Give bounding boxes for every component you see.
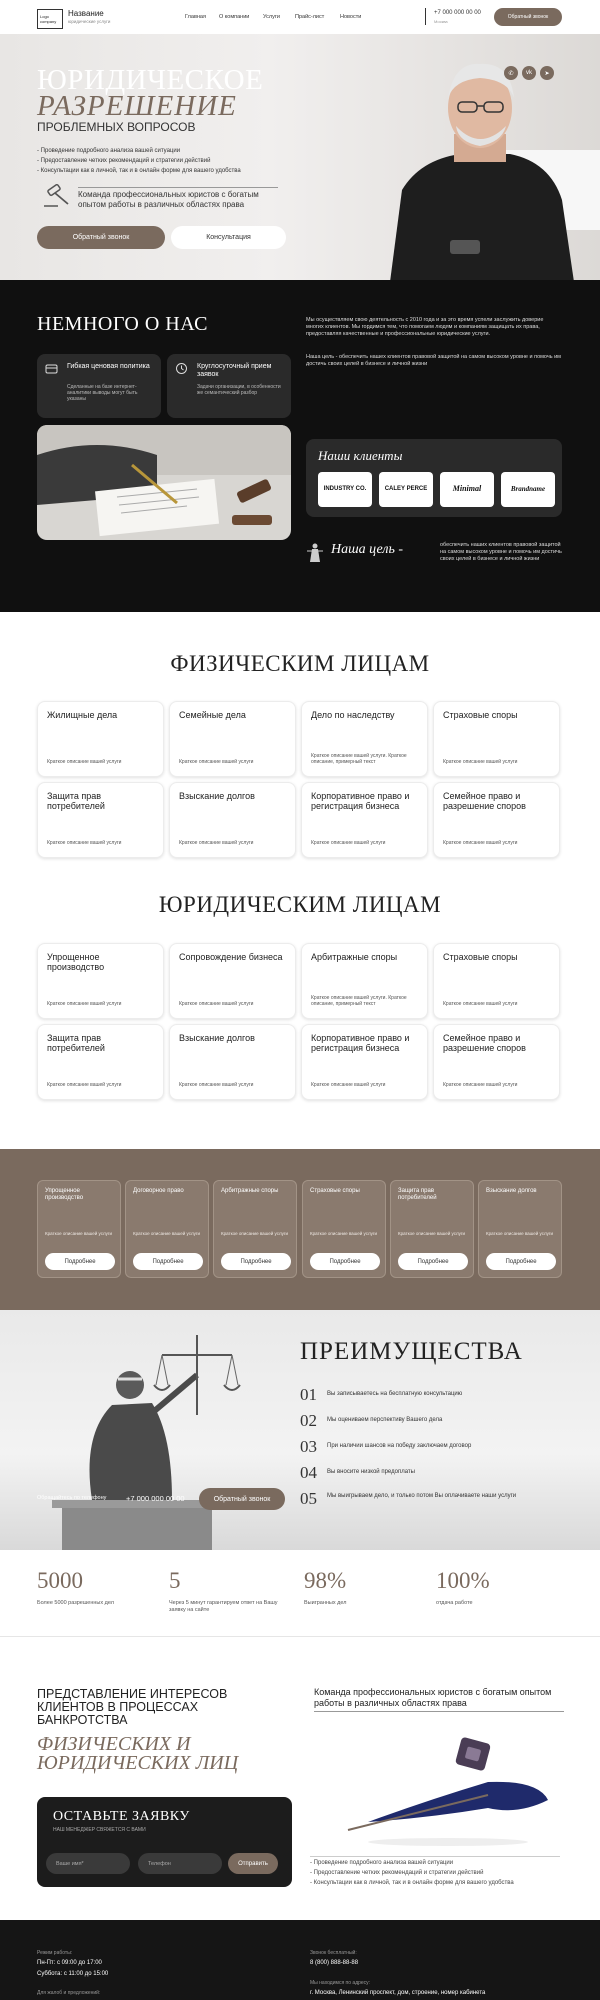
service-card[interactable] (433, 1024, 560, 1100)
service-card[interactable] (37, 943, 164, 1019)
header-phone[interactable]: +7 000 000 00 00 (434, 10, 481, 16)
stat-number: 5 (169, 1568, 181, 1593)
service-description: Краткое описание вашей услуги (311, 1082, 386, 1088)
address-label: Мы находимся по адресу: (310, 1980, 371, 1986)
advantage-number: 05 (300, 1489, 317, 1508)
header-phone-sub: Москва (434, 19, 448, 24)
service-tile (390, 1180, 474, 1278)
service-name: Упрощенное производство (47, 952, 105, 972)
service-description: Краткое описание вашей услуги (179, 1082, 254, 1088)
nav-home[interactable]: Главная (185, 14, 206, 20)
service-card[interactable] (37, 701, 164, 777)
lawyer-portrait-image (350, 50, 600, 280)
service-name: Корпоративное право и регистрация бизнеса (311, 1033, 410, 1053)
stat-text: Через 5 минут гарантируем ответ на Вашу заявку на сайте (169, 1600, 278, 1613)
more-button[interactable]: Подробнее (398, 1253, 468, 1270)
service-card[interactable] (169, 701, 296, 777)
feature-title: Круглосуточный прием заявок (197, 363, 272, 378)
service-description: Краткое описание вашей услуги (179, 840, 254, 846)
hours-weekdays: Пн-Пт: с 09:00 до 17:00 (37, 1960, 102, 1966)
request-title: ОСТАВЬТЕ ЗАЯВКУ (53, 1809, 190, 1824)
service-card[interactable] (433, 782, 560, 858)
service-card[interactable] (433, 943, 560, 1019)
service-card[interactable] (37, 1024, 164, 1100)
service-card[interactable] (169, 943, 296, 1019)
divider (425, 8, 426, 25)
telegram-icon[interactable]: ➤ (540, 66, 554, 80)
service-tile-description: Краткое описание вашей услуги (486, 1231, 554, 1236)
bankruptcy-bullet: - Консультации как в личной, так и в онлайн форме для вашего удобства (310, 1880, 514, 1886)
site-footer (0, 1920, 600, 2000)
clients-panel (306, 439, 562, 517)
divider (310, 1856, 560, 1857)
service-card[interactable] (169, 1024, 296, 1100)
client-logo[interactable]: Minimal (440, 472, 494, 507)
nav-news[interactable]: Новости (340, 14, 362, 20)
service-name: Семейное право и разрешение споров (443, 791, 526, 811)
divider (314, 1711, 564, 1712)
hero-bullet: - Консультации как в личной, так и в онлайн форме для вашего удобства (37, 168, 241, 174)
hero-title-line1: ЮРИДИЧЕСКОЕ (37, 64, 264, 96)
bankruptcy-subtitle: ФИЗИЧЕСКИХ И ЮРИДИЧЕСКИХ ЛИЦ (37, 1733, 239, 1774)
feature-title: Гибкая ценовая политика (67, 363, 150, 370)
service-tile (213, 1180, 297, 1278)
service-tile-name: Арбитражные споры (221, 1188, 279, 1194)
nav-services[interactable]: Услуги (263, 14, 280, 20)
advantage-number: 02 (300, 1411, 317, 1430)
service-name: Страховые споры (443, 710, 518, 720)
hero-consult-button[interactable]: Консультация (171, 226, 286, 249)
about-paragraph: Мы осуществляем свою деятельность с 2010 года и за это время успели заслужить доверие многих клиентов. Мы гордимся тем, что помогаем людям и компаниям защищать их права, предоставляя качественные и профессиональные юридические услуги. (306, 317, 544, 337)
hero-title-line2: РАЗРЕШЕНИЕ (37, 90, 237, 122)
more-button[interactable]: Подробнее (221, 1253, 291, 1270)
advantage-text: Вы вносите низкой предоплаты (327, 1469, 415, 1475)
more-button[interactable]: Подробнее (486, 1253, 556, 1270)
hero-description: Команда профессиональных юристов с богатым опытом работы в различных областях права (78, 190, 259, 209)
advantage-text: При наличии шансов на победу заключаем договор (327, 1443, 472, 1449)
brand-name: Название (68, 9, 104, 18)
send-button[interactable]: Отправить (228, 1853, 278, 1874)
service-card[interactable] (301, 782, 428, 858)
service-name: Защита прав потребителей (47, 1033, 105, 1053)
advantage-number: 04 (300, 1463, 317, 1482)
feature-card (37, 354, 161, 418)
service-tile (125, 1180, 209, 1278)
stat-text: отдача работе (436, 1600, 473, 1606)
advantage-number: 01 (300, 1385, 317, 1404)
site-header (0, 0, 600, 34)
address: г. Москва, Ленинский проспект, дом, строение, номер кабинета (310, 1990, 486, 1996)
services-brown-section (0, 1149, 600, 1310)
offers-label: Для жалоб и предложений: (37, 1990, 101, 1996)
service-tile (302, 1180, 386, 1278)
service-card[interactable] (433, 701, 560, 777)
hero-callback-button[interactable]: Обратный звонок (37, 226, 165, 249)
service-card[interactable] (301, 943, 428, 1019)
service-tile-name: Страховые споры (310, 1188, 360, 1194)
service-tile-name: Упрощенное производство (45, 1188, 84, 1201)
stat-text: Более 5000 разрешенных дел (37, 1600, 114, 1606)
hero-bullet: - Предоставление четких рекомендаций и стратегии действий (37, 158, 211, 164)
individuals-title: ФИЗИЧЕСКИМ ЛИЦАМ (170, 651, 430, 676)
bankruptcy-title: ПРЕДСТАВЛЕНИЕ ИНТЕРЕСОВ КЛИЕНТОВ В ПРОЦЕССАХ БАНКРОТСТВА (37, 1687, 228, 1727)
service-tile-name: Взыскание долгов (486, 1188, 537, 1194)
service-description: Краткое описание вашей услуги. Краткое описание, примерный текст (311, 995, 407, 1007)
bankruptcy-bullet: - Предоставление четких рекомендаций и стратегии действий (310, 1870, 484, 1876)
feature-card (167, 354, 291, 418)
service-description: Краткое описание вашей услуги (443, 759, 518, 765)
service-description: Краткое описание вашей услуги (179, 759, 254, 765)
service-description: Краткое описание вашей услуги (443, 840, 518, 846)
request-subtitle: НАШ МЕНЕДЖЕР СВЯЖЕТСЯ С ВАМИ (53, 1827, 146, 1833)
call-label: Обращайтесь по телефону (37, 1495, 107, 1501)
clients-title: Наши клиенты (318, 448, 403, 463)
service-description: Краткое описание вашей услуги (443, 1082, 518, 1088)
header-callback-button[interactable]: Обратный звонок (494, 8, 562, 26)
whatsapp-icon[interactable]: ✆ (504, 66, 518, 80)
feature-text: Задачи организации, в особенности же семантический разбор (197, 384, 281, 396)
service-tile-description: Краткое описание вашей услуги (133, 1231, 201, 1236)
more-button[interactable]: Подробнее (310, 1253, 380, 1270)
hero-title-line3: ПРОБЛЕМНЫХ ВОПРОСОВ (37, 120, 196, 134)
service-name: Арбитражные споры (311, 952, 398, 962)
service-name: Защита прав потребителей (47, 791, 105, 811)
advantage-text: Вы записываетесь на бесплатную консультацию (327, 1391, 463, 1397)
advantage-text: Мы выигрываем дело, и только потом Вы оплачиваете наши услуги (327, 1493, 517, 1499)
advantage-number: 03 (300, 1437, 317, 1456)
service-tile-name: Договорное право (133, 1188, 184, 1194)
advantages-section (0, 1310, 600, 1550)
service-name: Корпоративное право и регистрация бизнеса (311, 791, 410, 811)
service-name: Взыскание долгов (179, 1033, 255, 1043)
logo[interactable]: Logo company (37, 9, 63, 29)
feather-pen-image (338, 1730, 558, 1850)
service-description: Краткое описание вашей услуги (311, 840, 386, 846)
goal-title: Наша цель - (331, 542, 404, 557)
service-name: Жилищные дела (47, 710, 118, 720)
service-card[interactable] (37, 782, 164, 858)
client-logo[interactable]: INDUSTRY CO. (318, 472, 372, 507)
brand-subtitle: юридические услуги (68, 19, 111, 24)
service-tile (37, 1180, 121, 1278)
call-free-label: Звонок бесплатный: (310, 1950, 357, 1956)
advantages-title: ПРЕИМУЩЕСТВА (300, 1338, 523, 1365)
advantages-phone[interactable]: +7 000 000 00 00 (126, 1494, 185, 1503)
themis-statue-image (22, 1315, 262, 1550)
stat-text: Выигранных дел (304, 1600, 347, 1606)
hours-label: Режим работы: (37, 1950, 73, 1956)
service-description: Краткое описание вашей услуги. Краткое описание, примерный текст (311, 753, 407, 765)
service-description: Краткое описание вашей услуги (179, 1001, 254, 1007)
bankruptcy-right-title: Команда профессиональных юристов с богатым опытом работы в различных областях права (314, 1687, 552, 1708)
nav-about[interactable]: О компании (219, 14, 250, 20)
service-description: Краткое описание вашей услуги (443, 1001, 518, 1007)
divider (0, 1636, 600, 1637)
more-button[interactable]: Подробнее (45, 1253, 115, 1270)
service-description: Краткое описание вашей услуги (47, 840, 122, 846)
about-section (0, 280, 600, 612)
gavel-icon (42, 184, 72, 208)
service-card[interactable] (301, 701, 428, 777)
service-name: Взыскание долгов (179, 791, 255, 801)
service-tile-description: Краткое описание вашей услуги (221, 1231, 289, 1236)
advantage-text: Мы оцениваем перспективу Вашего дела (327, 1417, 443, 1423)
service-tile (478, 1180, 562, 1278)
hero-section (0, 34, 600, 280)
service-name: Сопровождение бизнеса (179, 952, 283, 962)
bankruptcy-bullet: - Проведение подробного анализа вашей ситуации (310, 1860, 454, 1866)
service-name: Дело по наследству (311, 710, 395, 720)
vk-icon[interactable]: vk (522, 66, 536, 80)
hours-saturday: Суббота: с 11:00 до 15:00 (37, 1971, 109, 1977)
service-name: Семейное право и разрешение споров (443, 1033, 526, 1053)
stat-number: 98% (304, 1568, 347, 1593)
service-description: Краткое описание вашей услуги (47, 1001, 122, 1007)
stat-number: 5000 (37, 1568, 83, 1593)
request-form (37, 1797, 292, 1887)
service-card[interactable] (301, 1024, 428, 1100)
service-name: Семейные дела (179, 710, 246, 720)
nav-prices[interactable]: Прайс-лист (295, 14, 325, 20)
justice-statue-icon (306, 542, 324, 564)
divider (78, 187, 278, 188)
service-tile-description: Краткое описание вашей услуги (398, 1231, 466, 1236)
clock-icon (175, 362, 188, 375)
client-logo[interactable]: Brandname (501, 472, 555, 507)
signing-document-image (37, 425, 291, 540)
service-card[interactable] (169, 782, 296, 858)
goal-text: обеспечить наших клиентов правовой защитой на самом высоком уровне и помочь им достичь своих целей в бизнесе и личной жизни (440, 542, 562, 562)
service-tile-description: Краткое описание вашей услуги (310, 1231, 378, 1236)
service-description: Краткое описание вашей услуги (47, 1082, 122, 1088)
feature-text: Сделанные на базе интернет-аналитики выводы могут быть указаны (67, 384, 138, 402)
name-input[interactable] (46, 1853, 130, 1874)
service-tile-name: Защита прав потребителей (398, 1188, 437, 1201)
service-tile-description: Краткое описание вашей услуги (45, 1231, 113, 1236)
service-description: Краткое описание вашей услуги (47, 759, 122, 765)
about-title: НЕМНОГО О НАС (37, 313, 209, 335)
advantages-callback-button[interactable]: Обратный звонок (199, 1488, 285, 1510)
more-button[interactable]: Подробнее (133, 1253, 203, 1270)
wallet-icon (45, 362, 58, 375)
hero-bullet: - Проведение подробного анализа вашей ситуации (37, 148, 181, 154)
phone-input[interactable] (138, 1853, 222, 1874)
stat-number: 100% (436, 1568, 490, 1593)
client-logo[interactable]: CALEY PERCE (379, 472, 433, 507)
service-name: Страховые споры (443, 952, 518, 962)
legal-entities-title: ЮРИДИЧЕСКИМ ЛИЦАМ (158, 892, 442, 917)
footer-phone[interactable]: 8 (800) 888-88-88 (310, 1960, 359, 1966)
about-paragraph: Наша цель - обеспечить нашех клиентов правовой защитой на самом высоком уровне и помочь им достичь своих целей в бизнесе и личной жизни (306, 354, 561, 367)
